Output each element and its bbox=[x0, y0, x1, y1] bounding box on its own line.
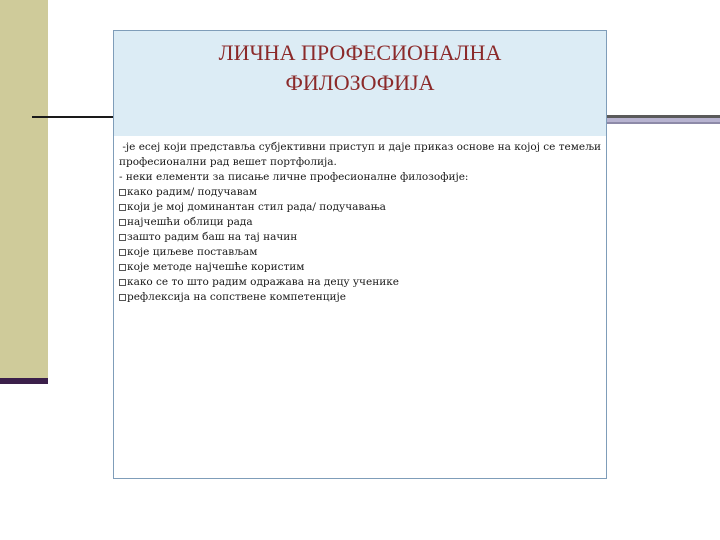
slide-body bbox=[119, 140, 603, 305]
square-bullet-icon bbox=[119, 279, 126, 286]
list-item-text: како радим/ подучавам bbox=[127, 186, 258, 198]
list-item-text: рефлексија на сопствене компетенције bbox=[127, 291, 346, 303]
left-band-shadow bbox=[0, 378, 48, 384]
title-rule-left bbox=[32, 116, 116, 118]
list-item-text: које циљеве постављам bbox=[127, 246, 258, 258]
list-item bbox=[119, 260, 603, 275]
list-item bbox=[119, 215, 603, 230]
list-item-text: које методе најчешће користим bbox=[127, 261, 305, 273]
square-bullet-icon bbox=[119, 204, 126, 211]
list-item bbox=[119, 275, 603, 290]
list-item bbox=[119, 200, 603, 215]
list-item bbox=[119, 290, 603, 305]
slide-title bbox=[114, 38, 606, 98]
list-item-text: најчешћи облици рада bbox=[127, 216, 253, 228]
square-bullet-icon bbox=[119, 249, 126, 256]
list-item-text: како се то што радим одражава на децу ученике bbox=[127, 276, 399, 288]
title-rule-right-accent-2 bbox=[607, 122, 720, 124]
intro-line-2: професионални рад вешет портфолија. bbox=[119, 156, 337, 168]
square-bullet-icon bbox=[119, 189, 126, 196]
list-item-text: који је мој доминантан стил рада/ подучавања bbox=[127, 201, 386, 213]
square-bullet-icon bbox=[119, 234, 126, 241]
title-line-1: ЛИЧНА ПРОФЕСИОНАЛНА bbox=[218, 40, 502, 65]
list-item-text: зашто радим баш на тај начин bbox=[127, 231, 298, 243]
square-bullet-icon bbox=[119, 294, 126, 301]
list-item bbox=[119, 185, 603, 200]
intro-line-1: -је есеј који представља субјективни приступ и даје приказ основе на којој се темељи bbox=[119, 141, 601, 153]
list-item bbox=[119, 230, 603, 245]
left-decorative-band bbox=[0, 0, 46, 382]
list-item bbox=[119, 245, 603, 260]
title-line-2: ФИЛОЗОФИЈА bbox=[285, 70, 435, 95]
left-band-edge bbox=[46, 0, 48, 384]
intro-line-3: - неки елементи за писање личне професионалне филозофије: bbox=[119, 171, 469, 183]
square-bullet-icon bbox=[119, 219, 126, 226]
square-bullet-icon bbox=[119, 264, 126, 271]
